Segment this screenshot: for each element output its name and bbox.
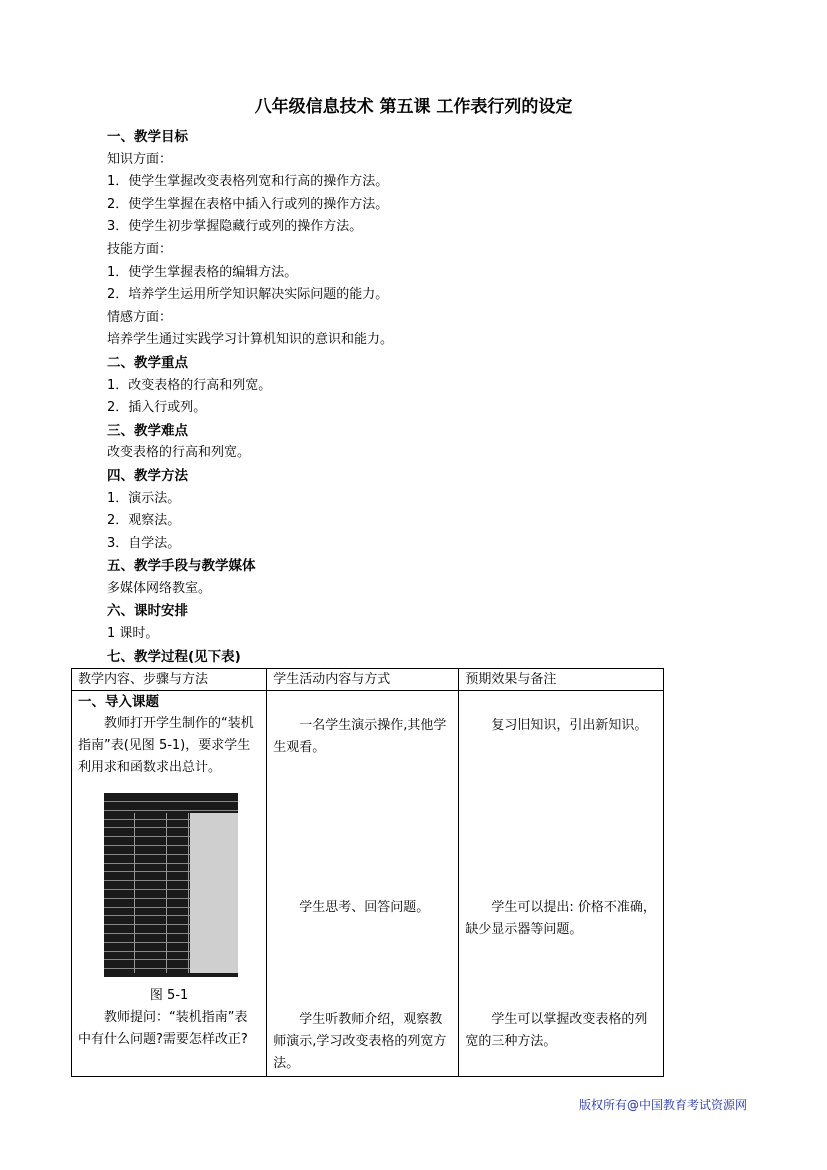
lesson-outline [107,126,727,668]
figure-column [190,813,238,973]
teaching-process-table [71,668,664,1077]
outline-line: 3．使学生初步掌握隐藏行或列的操作方法。 [107,219,363,235]
step-paragraph: 教师打开学生制作的“装机指南”表(见图 5-1)，要求学生利用求和函数求出总计。 [78,716,254,775]
outline-line: 改变表格的行高和列宽。 [107,445,251,461]
outline-line: 情感方面： [107,309,173,325]
section-heading: 三、教学难点 [107,422,188,439]
outline-line: 1．使学生掌握表格的编辑方法。 [107,264,298,280]
step-title: 一、导入课题 [78,694,159,710]
table-header-cell: 预期效果与备注 [459,669,664,691]
table-header-cell: 教学内容、步骤与方法 [72,669,267,691]
section-heading: 一、教学目标 [107,129,188,145]
section-heading: 四、教学方法 [107,467,188,484]
table-cell-method [72,691,267,1077]
figure-gridline [134,813,135,973]
figure-caption: 图 5-1 [149,988,189,1003]
section-heading: 七、教学过程(见下表) [107,648,241,665]
outline-line: 1 课时。 [107,626,159,642]
outline-line: 1．改变表格的行高和列宽。 [107,377,272,393]
section-heading: 五、教学手段与教学媒体 [107,558,256,575]
outline-line: 技能方面： [107,241,173,257]
page-title: 八年级信息技术 第五课 工作表行列的设定 [254,97,573,117]
figure-gridline [166,813,167,973]
figure-image [104,793,238,977]
outline-line: 知识方面： [107,151,173,167]
copyright-footer: 版权所有@中国教育考试资源网 [578,1098,747,1112]
outline-line: 1．使学生掌握改变表格列宽和行高的操作方法。 [107,174,389,190]
outline-line: 2．培养学生运用所学知识解决实际问题的能力。 [107,287,389,303]
expected-effect: 复习旧知识，引出新知识。 [491,718,648,733]
outline-line: 3．自学法。 [107,535,181,551]
table-cell-student [267,691,459,1077]
table-cell-notes [459,691,664,1077]
outline-line: 多媒体网络教室。 [107,580,212,596]
section-heading: 二、教学重点 [107,354,188,371]
outline-line: 2．使学生掌握在表格中插入行或列的操作方法。 [107,196,389,212]
figure-gridline [188,813,189,973]
step-paragraph: 教师提问：“装机指南”表中有什么问题?需要怎样改正? [78,1010,248,1047]
expected-effect: 学生可以掌握改变表格的列宽的三种方法。 [465,1012,648,1049]
figure-gridline [104,810,238,811]
student-activity: 学生思考、回答问题。 [299,900,430,915]
outline-line: 2．观察法。 [107,513,181,529]
outline-line: 2．插入行或列。 [107,400,207,416]
table-row [72,691,664,1077]
section-heading: 六、课时安排 [107,603,188,620]
outline-line: 1．演示法。 [107,490,181,506]
student-activity: 一名学生演示操作,其他学生观看。 [273,718,447,755]
figure-gridline [104,801,238,802]
table-header-row [72,669,664,691]
student-activity: 学生听教师介绍，观察教师演示,学习改变表格的列宽方法。 [273,1012,447,1071]
table-header-cell: 学生活动内容与方式 [267,669,459,691]
expected-effect: 学生可以提出: 价格不准确，缺少显示器等问题。 [465,900,656,937]
outline-line: 培养学生通过实践学习计算机知识的意识和能力。 [107,332,394,348]
